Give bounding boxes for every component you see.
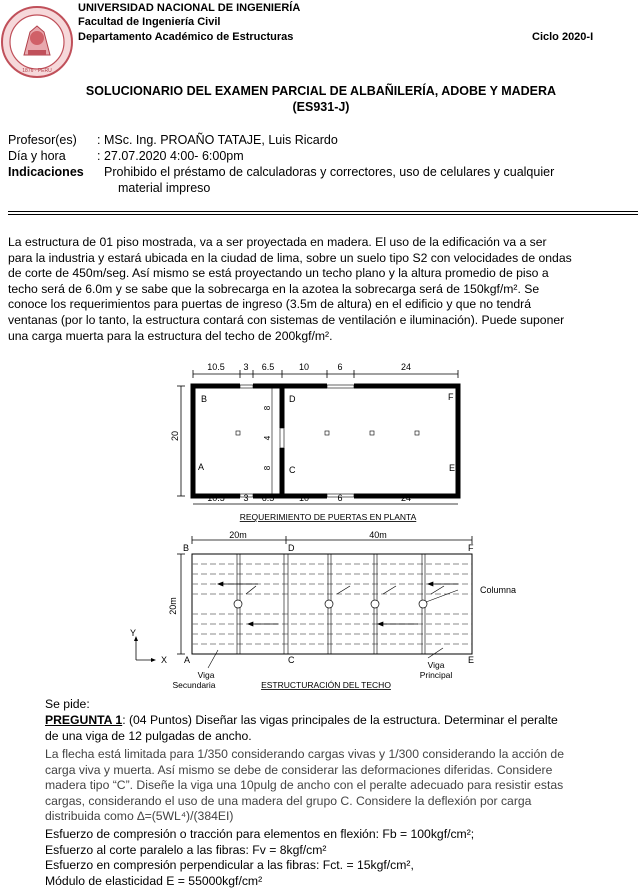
- door-requirement-plan: [168, 358, 478, 523]
- roof-structure-plan: [128, 530, 528, 695]
- node-label: A: [198, 462, 205, 472]
- question-body-line: cargas, considerando el uso de una madera del grupo C. Considere la deflexión por carga: [45, 793, 532, 808]
- department-name: Departamento Académico de Estructuras: [78, 31, 294, 43]
- university-seal-logo: [0, 0, 74, 84]
- statement-line: conoce los requerimientos para puertas de ingreso (3.5m de altura) en el edificio y que no tendrá: [8, 297, 532, 312]
- node-label: B: [201, 394, 208, 404]
- divider: [8, 214, 638, 215]
- secondary-beam-label: Viga: [197, 670, 215, 680]
- property-line: Esfuerzo de compresión o tracción para elementos en flexión: Fb = 100kgf/cm²;: [45, 827, 475, 841]
- question-label: PREGUNTA 1: [45, 713, 123, 727]
- node-label: B: [183, 543, 190, 553]
- property-line: Esfuerzo al corte paralelo a las fibras: Fv = 8kgf/cm²: [45, 842, 327, 857]
- dim-label: 10.5: [207, 362, 225, 372]
- dim-label: 20: [170, 430, 180, 442]
- dim-label: 3: [243, 362, 249, 372]
- dim-label: 4: [263, 435, 272, 441]
- node-label: F: [468, 543, 474, 553]
- dim-label: 6.5: [261, 493, 275, 503]
- dim-label: 6.5: [261, 362, 275, 372]
- dim-label: 8: [263, 465, 272, 471]
- statement-line: para la industria y estará ubicada en la ciudad de lima, sobre un suelo tipo S2 con velocidades de ondas: [8, 250, 572, 265]
- dim-label: 3: [243, 493, 249, 503]
- dim-label: 24: [400, 362, 412, 372]
- question-intro: Se pide:: [45, 697, 90, 711]
- statement-line: ventanas (por lo tanto, la estructura contará con sistemas de ventilación e iluminación). Puede suponer: [8, 312, 565, 327]
- indications-value: Prohibido el préstamo de calculadoras y correctores, uso de celulares y cualquier: [104, 165, 555, 179]
- plan-caption: ESTRUCTURACIÓN DEL TECHO: [261, 680, 391, 690]
- date-value: : 27.07.2020 4:00- 6:00pm: [97, 149, 244, 163]
- problem-statement: [8, 235, 638, 344]
- node-label: E: [468, 655, 475, 665]
- property-line: Esfuerzo en compresión perpendicular a las fibras: Fct. = 15kgf/cm²,: [45, 858, 414, 873]
- axis-label: X: [161, 655, 168, 665]
- node-label: D: [289, 394, 296, 404]
- dim-label: 10: [298, 362, 310, 372]
- professor-label: Profesor(es): [8, 133, 77, 147]
- cycle-label: Ciclo 2020-I: [532, 31, 594, 43]
- indications-label: Indicaciones: [8, 165, 84, 179]
- statement-line: de corte de 450m/seg. Así mismo se está proyectando un techo plano y la altura promedio de piso a: [8, 266, 549, 281]
- statement-line: una carga muerta para la estructura del techo de 200kgf/m².: [8, 328, 333, 343]
- node-label: F: [448, 392, 454, 402]
- exam-code: (ES931-J): [292, 100, 350, 114]
- question-body-line: madera tipo “C”. Diseñe la viga una 10pulg de ancho con el peralte adecuado para resistir estas: [45, 778, 564, 793]
- question-heading: [45, 713, 635, 729]
- dim-label: 8: [263, 405, 272, 411]
- dim-label: 10: [298, 493, 310, 503]
- statement-line: La estructura de 01 piso mostrada, va a ser proyectada en madera. El uso de la edificación va a ser: [8, 235, 547, 249]
- dim-label: 40m: [369, 530, 387, 540]
- dim-label: 20m: [229, 530, 247, 540]
- node-label: E: [449, 463, 456, 473]
- dim-label: 20m: [168, 597, 178, 615]
- dim-label: 6: [337, 493, 343, 503]
- node-label: C: [288, 655, 295, 665]
- statement-line: techo será de 6.0m y se sabe que la sobrecarga en la azotea la sobrecarga será de 150kgf/m². Se: [8, 281, 540, 296]
- indications-value-cont: material impreso: [118, 181, 211, 195]
- divider: [8, 211, 638, 212]
- question-body-line: carga viva y muerta. Así mismo se debe de considerar las deformaciones diferidas. Considere: [45, 762, 553, 777]
- question-body-line: La flecha está limitada para 1/350 considerando cargas vivas y 1/300 considerando la acción de: [45, 747, 564, 761]
- dim-label: 10.5: [207, 493, 225, 503]
- column-label: Columna: [480, 585, 517, 595]
- node-label: D: [288, 543, 295, 553]
- svg-text:1876 · PERU: 1876 · PERU: [22, 68, 52, 74]
- node-label: A: [184, 655, 191, 665]
- plan-caption: REQUERIMIENTO DE PUERTAS EN PLANTA: [239, 512, 417, 522]
- professor-value: : MSc. Ing. PROAÑO TATAJE, Luis Ricardo: [97, 133, 338, 147]
- dim-label: 6: [337, 362, 343, 372]
- dim-label: 24: [400, 493, 412, 503]
- question-body: [45, 747, 635, 825]
- principal-beam-label: Principal: [419, 670, 453, 680]
- question-body-line: distribuida como ∆=(5WL⁴)/(384EI): [45, 809, 234, 824]
- university-name: UNIVERSIDAD NACIONAL DE INGENIERÍA: [78, 2, 301, 14]
- material-properties: [45, 827, 635, 889]
- node-label: C: [289, 465, 296, 475]
- axis-label: Y: [129, 628, 137, 638]
- exam-title: SOLUCIONARIO DEL EXAMEN PARCIAL DE ALBAÑILERÍA, ADOBE Y MADERA: [85, 84, 557, 98]
- date-label: Día y hora: [8, 149, 66, 163]
- faculty-name: Facultad de Ingeniería Civil: [78, 16, 221, 28]
- secondary-beam-label: Secundaria: [172, 680, 216, 690]
- question-text-cont: de una viga de 12 pulgadas de ancho.: [45, 729, 252, 743]
- property-line: Módulo de elasticidad E = 55000kgf/cm²: [45, 873, 263, 888]
- principal-beam-label: Viga: [427, 660, 445, 670]
- question-text: : (04 Puntos) Diseñar las vigas principales de la estructura. Determinar el peralte: [122, 713, 558, 727]
